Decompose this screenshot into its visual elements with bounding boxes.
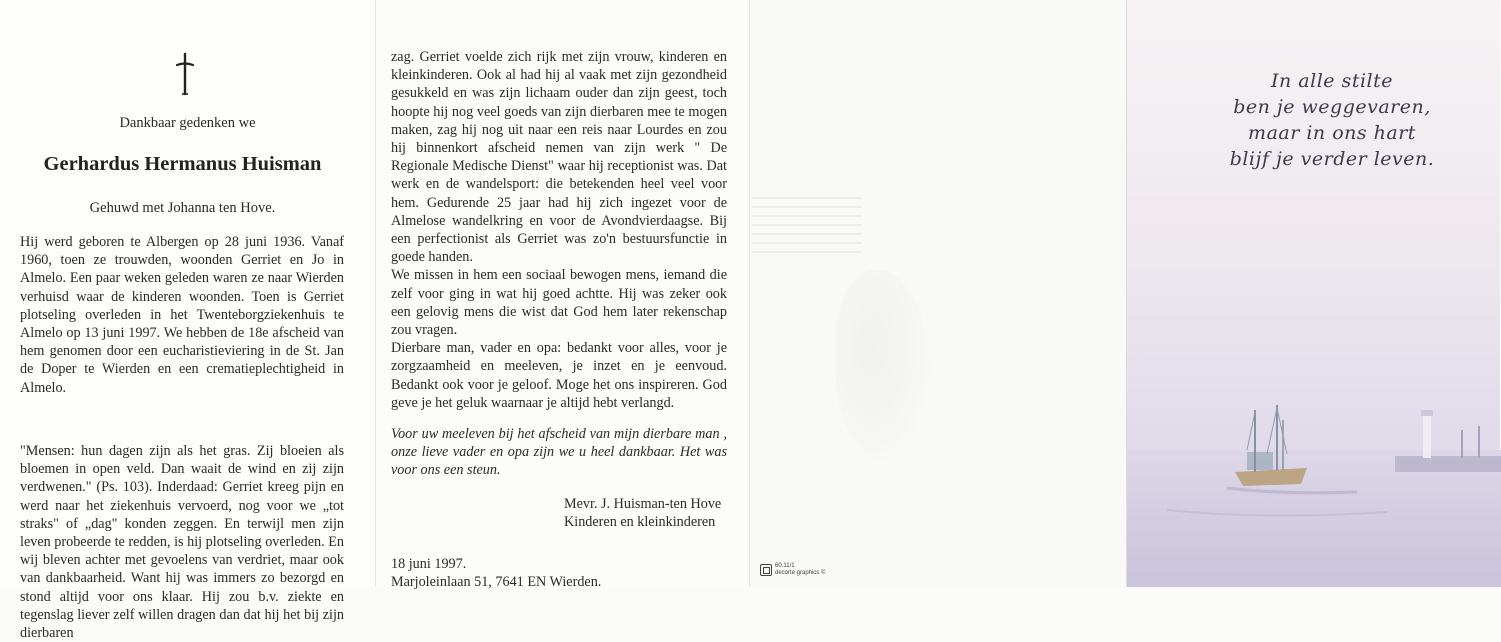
show-through-text [752,190,862,260]
poem-line: maar in ons hart [1248,122,1416,144]
cross-icon [174,52,196,96]
signature-name: Mevr. J. Huisman-ten Hove [564,496,722,512]
printer-code: 60.11/1 [775,563,795,569]
printer-name: decorte graphics © [775,570,826,576]
poem [1187,68,1477,172]
harbour-painting [1127,380,1501,587]
psalm-paragraph: "Mensen: hun dagen zijn als het gras. Zij bloeien als bloemen in open veld. Dan waait de wind en zij zijn verdwenen." (Ps. 103). Inderdaad: Gerriet kreeg pijn en werd naar het ziekenhuis vervoerd, nog voor we „tot straks" of „dag" konden zeggen. En terwijl men zijn leven probeerde te redden, is hij plotseling overleden. En wij bleven achter met gevoelens van verdriet, maar ook van dankbaarheid. Want hij was immers zo bezorgd en stond altijd voor ons klaar. Hij zou b.v. ziekte en tegenslag liever zelf willen dragen dan dat hij het bij zijn dierbaren [20,443,344,642]
date-line: 18 juni 1997. [391,556,467,572]
fishing-boat [1235,405,1307,486]
poem-line: ben je weggevaren, [1233,96,1431,118]
memorial-text: zag. Gerriet voelde zich rijk met zijn vrouw, kinderen en kleinkinderen. Ook al had hij al vaak met zijn gezondheid gesukkeld en was zijn lichaam ouder dan zijn geest, toch hoopte hij nog veel goeds van zijn dierbaren mee te mogen maken, zag hij nog uit naar een reis naar Lourdes en zou hij binnenkort afscheid nemen van zijn werk " De Regionale Medische Dienst" waar hij receptionist was. Dat werk en de wandelsport: die betekenden heel veel voor hem. Gedurende 25 jaar had hij zich ingezet voor de Almelose wandelkring en voor de Avondvierdaagse. Bij een perfectionist als Gerriet was zo'n bestuursfunctie in goede handen. We missen in hem een sociaal bewogen mens, iemand die zelf voor ging in wat hij goed achtte. Hij was zeker ook een gelovig mens die wist dat God hem later rekenschap zou vragen. Dierbare man, vader en opa: bedankt voor alles, voor je zorgzaamheid en meeleven, je inzet en je eenvoud. Bedankt ook voor je geloof. Moge het ons inspireren. God geve je het geluk waarnaar je altijd hebt verlangd. [391,49,727,411]
poem-line: In alle stilte [1271,70,1393,92]
printer-mark [760,563,825,577]
card-cover-page [1126,0,1500,587]
biography-paragraph: Hij werd geboren te Albergen op 28 juni 1936. Vanaf 1960, toen ze trouwden, woonden Gerriet en Jo in Almelo. Een paar weken geleden waren ze naar Wierden verhuisd waar de kinderen woonden. Toen is Gerriet plotseling overleden in het Twenteborgziekenhuis te Almelo op 13 juni 1997. We hebben de 18e afscheid van hem genomen door een eucharistieviering in de St. Jan de Doper te Wierden en een crematieplechtigheid in Almelo. [20,234,344,396]
thanks-note: Voor uw meeleven bij het afscheid van mijn dierbare man , onze lieve vader en opa zijn we u heel dankbaar. Het was voor ons een steun. [391,426,727,479]
signature-block [564,495,721,531]
deceased-name: Gerhardus Hermanus Huisman [43,153,322,175]
paper-emboss [835,270,930,460]
pier-lighthouse [1395,410,1501,472]
printer-logo-icon [760,564,772,576]
poem-line: blijf je verder leven. [1229,148,1435,170]
card-back-page [749,0,1126,587]
address-line: Marjoleinlaan 51, 7641 EN Wierden. [391,574,602,590]
card-middle-page [375,0,749,590]
card-left-page [0,0,375,642]
intro-line: Dankbaar gedenken we [119,115,256,131]
signature-family: Kinderen en kleinkinderen [564,514,716,531]
married-line: Gehuwd met Johanna ten Hove. [89,200,276,216]
